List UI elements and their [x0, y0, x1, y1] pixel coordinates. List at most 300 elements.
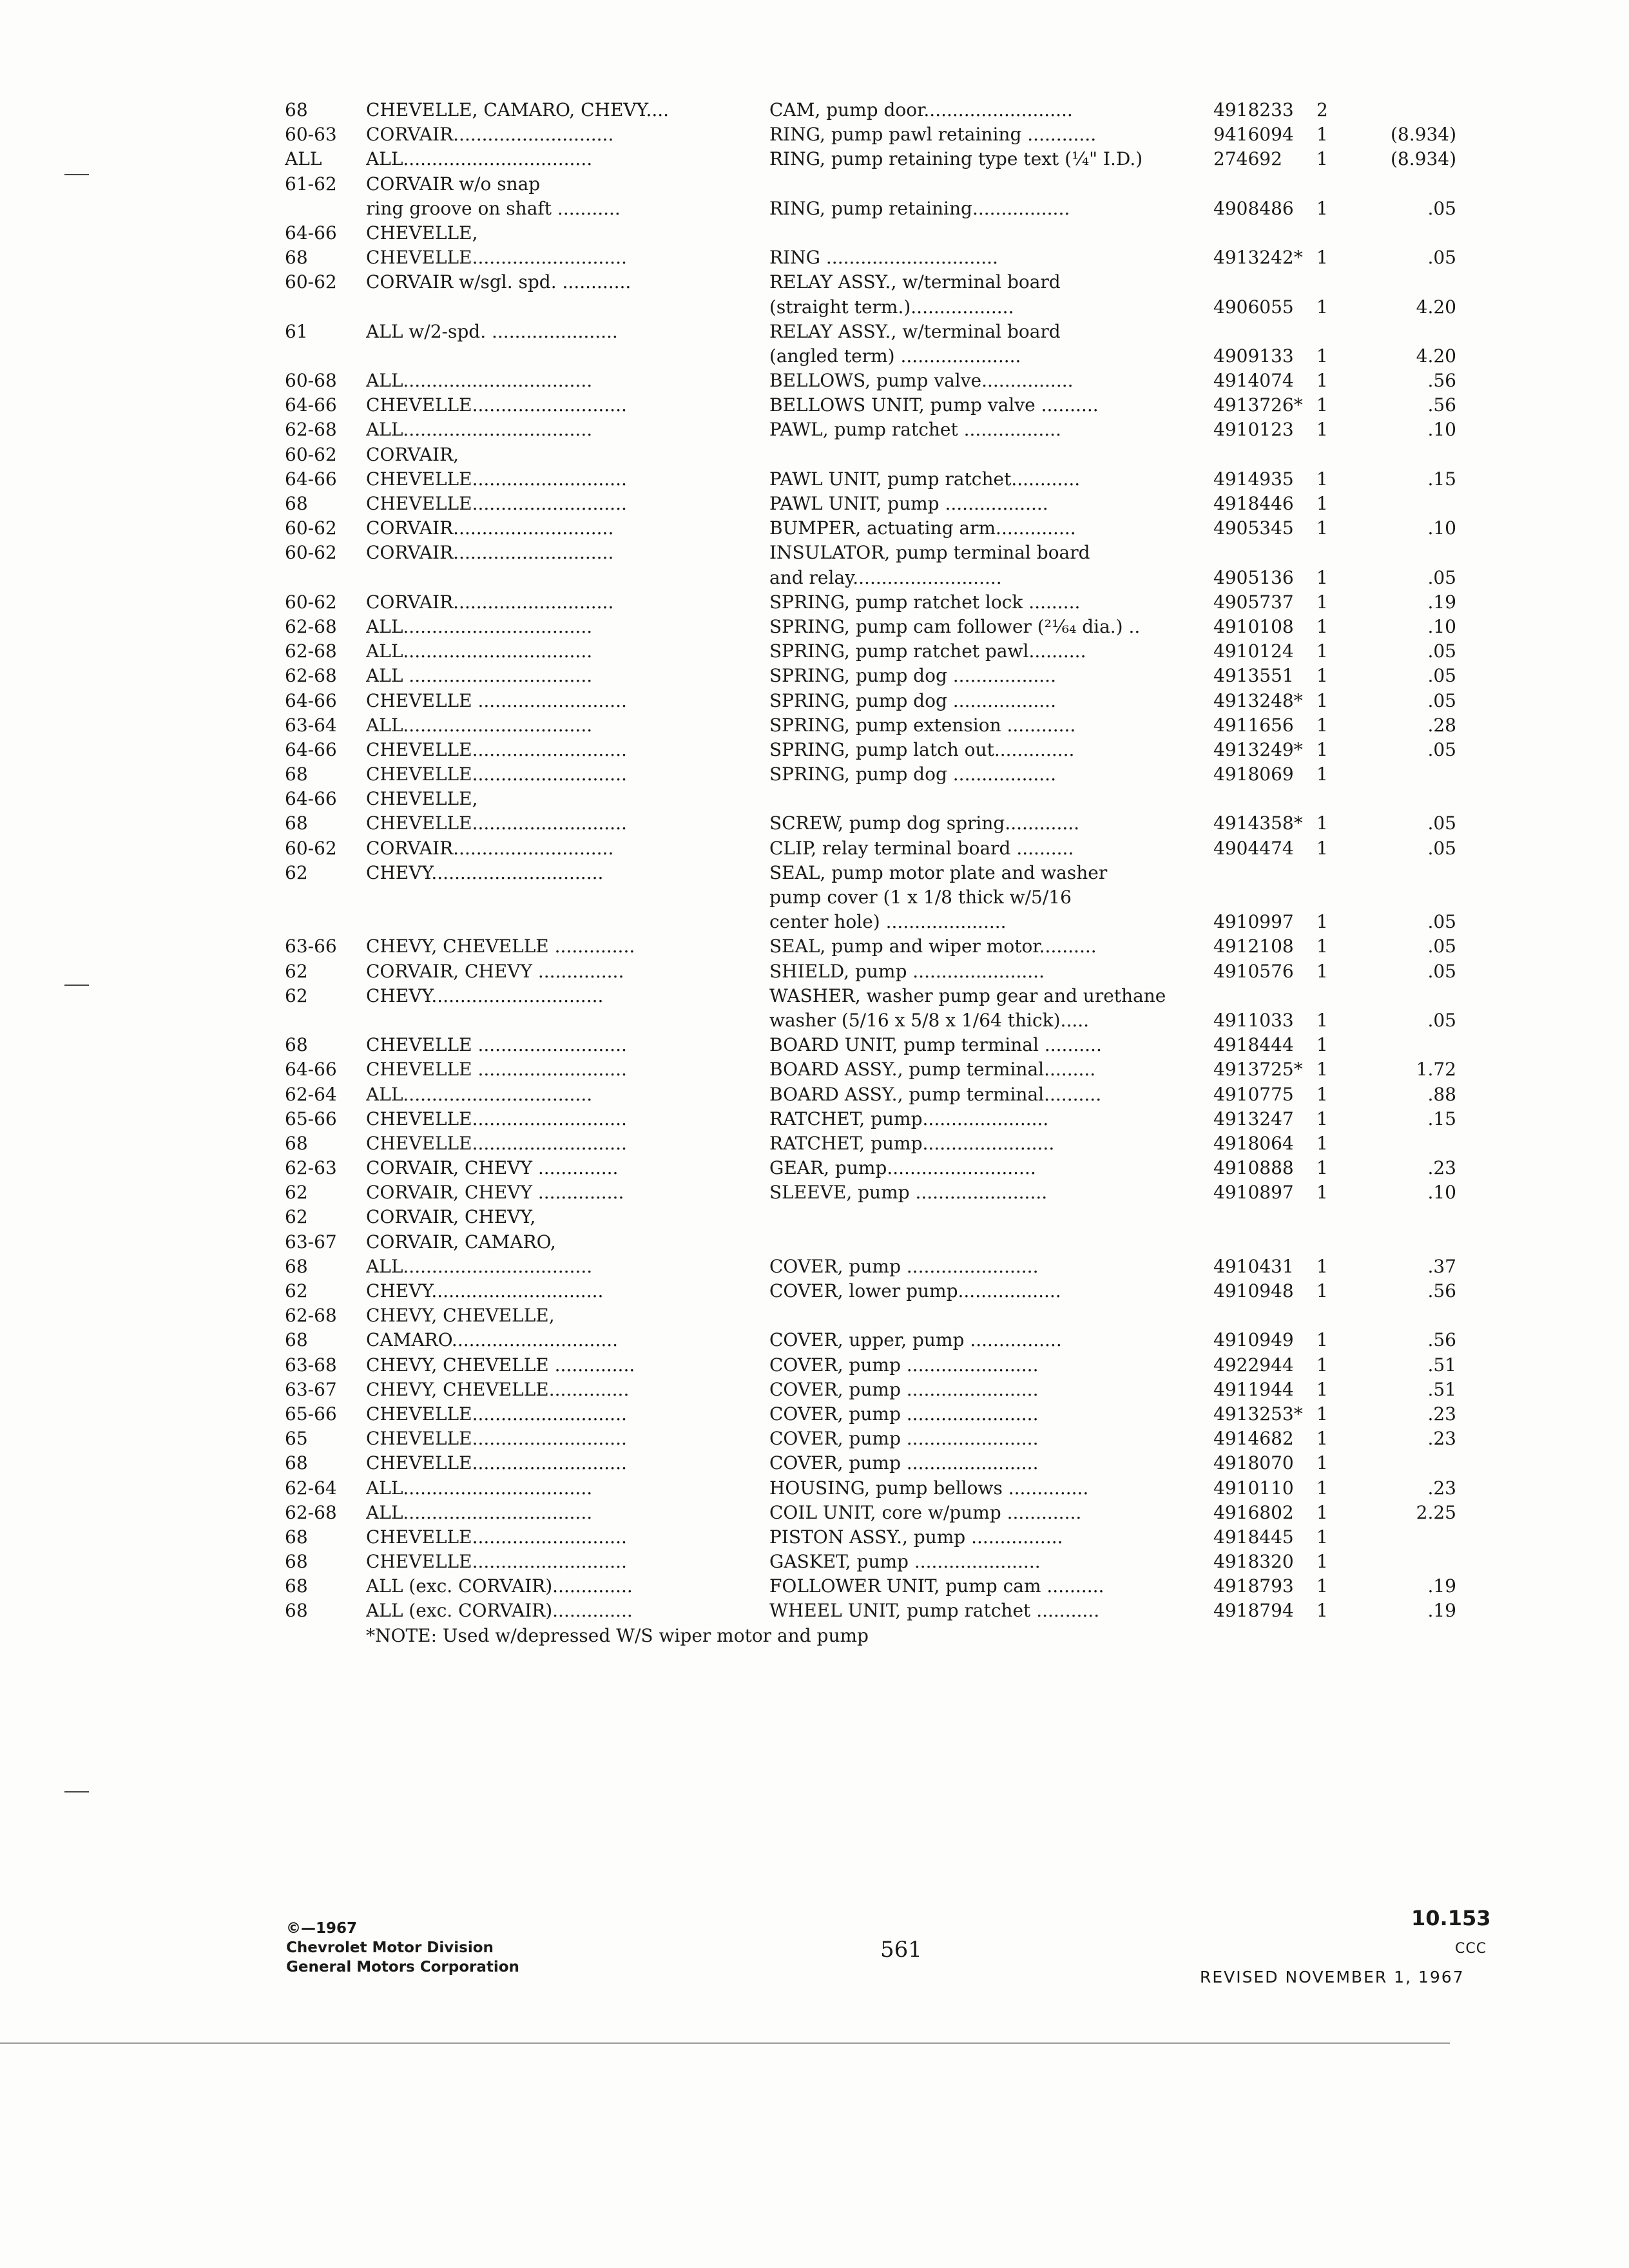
part-number-cell: 4913249* — [1213, 738, 1303, 760]
quantity-cell: 1 — [1316, 738, 1328, 760]
part-number-cell: 4910949 — [1213, 1329, 1294, 1351]
part-number-cell: 4918069 — [1213, 764, 1294, 785]
parts-row — [285, 516, 1509, 541]
price-cell: .19 — [1427, 1600, 1456, 1622]
quantity-cell: 1 — [1316, 468, 1328, 490]
quantity-cell: 1 — [1316, 1403, 1328, 1425]
year-cell: 63-66 — [285, 936, 337, 957]
parts-row — [285, 1008, 1509, 1033]
part-number-cell: 4913726* — [1213, 394, 1303, 416]
year-cell: 68 — [285, 1255, 308, 1277]
model-cell: CHEVELLE........................... — [366, 1108, 627, 1129]
part-number-cell: 4913551 — [1213, 665, 1294, 687]
model-cell: CAMARO............................. — [366, 1329, 619, 1351]
model-cell: ALL................................. — [366, 148, 593, 170]
description-cell: BELLOWS UNIT, pump valve .......... — [769, 394, 1099, 416]
parts-row — [285, 270, 1509, 294]
parts-row — [285, 713, 1509, 738]
year-cell: 64-66 — [285, 222, 337, 244]
model-cell: CHEVELLE........................... — [366, 738, 627, 760]
price-cell: (8.934) — [1390, 124, 1456, 146]
part-number-cell: 4914682 — [1213, 1428, 1294, 1450]
description-cell: SCREW, pump dog spring............. — [769, 812, 1080, 834]
quantity-cell: 1 — [1316, 1354, 1328, 1376]
parts-row — [285, 1180, 1509, 1205]
description-cell: COVER, pump ....................... — [769, 1378, 1039, 1400]
year-cell: 62 — [285, 1206, 308, 1228]
price-cell: .05 — [1427, 960, 1456, 982]
parts-row — [285, 959, 1509, 984]
year-cell: 60-62 — [285, 837, 337, 859]
price-cell: .19 — [1427, 1575, 1456, 1597]
year-cell: 64-66 — [285, 468, 337, 490]
year-cell: 68 — [285, 1329, 308, 1351]
year-cell: 65-66 — [285, 1403, 337, 1425]
price-cell: .10 — [1427, 419, 1456, 441]
model-cell: CHEVY.............................. — [366, 1280, 604, 1302]
parts-row — [285, 98, 1509, 122]
year-cell: 68 — [285, 1551, 308, 1573]
description-cell: BOARD ASSY., pump terminal.......... — [769, 1083, 1102, 1105]
parts-row — [285, 738, 1509, 762]
parts-row — [285, 1254, 1509, 1279]
part-number-cell: 4918793 — [1213, 1575, 1294, 1597]
description-cell: SEAL, pump and wiper motor.......... — [769, 936, 1097, 957]
price-cell: (8.934) — [1390, 148, 1456, 170]
description-cell: COVER, pump ....................... — [769, 1354, 1039, 1376]
description-cell: RATCHET, pump....................... — [769, 1132, 1055, 1154]
quantity-cell: 1 — [1316, 764, 1328, 785]
part-number-cell: 4910997 — [1213, 911, 1294, 933]
year-cell: 62 — [285, 985, 308, 1006]
quantity-cell: 1 — [1316, 1182, 1328, 1204]
model-cell: ALL................................. — [366, 1083, 593, 1105]
year-cell: 62-68 — [285, 615, 337, 637]
description-cell: pump cover (1 x 1/8 thick w/5/16 — [769, 887, 1072, 908]
price-cell: .56 — [1427, 370, 1456, 392]
parts-row — [285, 122, 1509, 147]
model-cell: ALL................................. — [366, 615, 593, 637]
year-cell: 68 — [285, 1526, 308, 1548]
model-cell: CORVAIR, CHEVY .............. — [366, 1157, 619, 1179]
parts-row — [285, 934, 1509, 959]
bottom-rule — [0, 2042, 1450, 2044]
model-cell: CHEVELLE........................... — [366, 1403, 627, 1425]
description-cell: BOARD UNIT, pump terminal .......... — [769, 1034, 1102, 1056]
year-cell: 60-68 — [285, 370, 337, 392]
price-cell: .15 — [1427, 468, 1456, 490]
model-cell: CORVAIR............................ — [366, 124, 614, 146]
description-cell: HOUSING, pump bellows .............. — [769, 1477, 1089, 1499]
parts-row — [285, 762, 1509, 787]
parts-row — [285, 566, 1509, 590]
parts-row — [285, 836, 1509, 861]
description-cell: COIL UNIT, core w/pump ............. — [769, 1501, 1082, 1523]
part-number-cell: 4918445 — [1213, 1526, 1294, 1548]
year-cell: 62 — [285, 861, 308, 883]
year-cell: 62-68 — [285, 640, 337, 662]
year-cell: 62-68 — [285, 665, 337, 687]
quantity-cell: 1 — [1316, 566, 1328, 588]
description-cell: COVER, pump ....................... — [769, 1452, 1039, 1474]
description-cell: SHIELD, pump ....................... — [769, 960, 1045, 982]
year-cell: 60-62 — [285, 542, 337, 564]
part-number-cell: 4914074 — [1213, 370, 1294, 392]
part-number-cell: 4911656 — [1213, 714, 1294, 736]
price-cell: .05 — [1427, 1009, 1456, 1031]
part-number-cell: 4906055 — [1213, 296, 1294, 318]
part-number-cell: 4913242* — [1213, 247, 1303, 269]
parts-row — [285, 615, 1509, 639]
quantity-cell: 1 — [1316, 837, 1328, 859]
part-number-cell: 4913248* — [1213, 689, 1303, 711]
price-cell: .05 — [1427, 197, 1456, 219]
model-cell: CORVAIR w/o snap — [366, 173, 541, 195]
quantity-cell: 1 — [1316, 1059, 1328, 1081]
quantity-cell: 1 — [1316, 419, 1328, 441]
part-number-cell: 4910948 — [1213, 1280, 1294, 1302]
part-number-cell: 4918444 — [1213, 1034, 1294, 1056]
parts-row — [285, 1279, 1509, 1303]
model-cell: CHEVELLE, — [366, 788, 478, 810]
parts-row — [285, 1501, 1509, 1525]
part-number-cell: 4918064 — [1213, 1132, 1294, 1154]
quantity-cell: 1 — [1316, 1428, 1328, 1450]
model-cell: CHEVELLE........................... — [366, 493, 627, 514]
parts-row — [285, 1131, 1509, 1156]
parts-row — [285, 1107, 1509, 1131]
parts-row — [285, 245, 1509, 270]
quantity-cell: 1 — [1316, 615, 1328, 637]
part-number-cell: 4911944 — [1213, 1378, 1294, 1400]
description-cell: washer (5/16 x 5/8 x 1/64 thick)..... — [769, 1009, 1090, 1031]
year-cell: 62 — [285, 1280, 308, 1302]
description-cell: COVER, upper, pump ................ — [769, 1329, 1062, 1351]
year-cell: 64-66 — [285, 689, 337, 711]
part-number-cell: 4910576 — [1213, 960, 1294, 982]
description-cell: SPRING, pump ratchet pawl.......... — [769, 640, 1086, 662]
description-cell: RING .............................. — [769, 247, 998, 269]
year-cell: 68 — [285, 1452, 308, 1474]
description-cell: SPRING, pump dog .................. — [769, 689, 1056, 711]
page-number: 561 — [880, 1937, 922, 1963]
parts-row — [285, 344, 1509, 369]
model-cell: CHEVY, CHEVELLE .............. — [366, 936, 635, 957]
quantity-cell: 1 — [1316, 1477, 1328, 1499]
part-number-cell: 4910897 — [1213, 1182, 1294, 1204]
price-cell: 4.20 — [1416, 345, 1456, 367]
model-cell: CHEVELLE........................... — [366, 1428, 627, 1450]
model-cell: CHEVELLE........................... — [366, 1132, 627, 1154]
price-cell: .10 — [1427, 517, 1456, 539]
price-cell: .23 — [1427, 1157, 1456, 1179]
model-cell: CHEVELLE........................... — [366, 1526, 627, 1548]
year-cell: 60-62 — [285, 517, 337, 539]
price-cell: .23 — [1427, 1403, 1456, 1425]
parts-row — [285, 639, 1509, 664]
model-cell: CORVAIR, CAMARO, — [366, 1231, 556, 1253]
description-cell: COVER, pump ....................... — [769, 1403, 1039, 1425]
parts-row — [285, 467, 1509, 492]
year-cell: 61 — [285, 320, 308, 342]
part-number-cell: 4922944 — [1213, 1354, 1294, 1376]
part-number-cell: 4910888 — [1213, 1157, 1294, 1179]
part-number-cell: 4910123 — [1213, 419, 1294, 441]
quantity-cell: 1 — [1316, 247, 1328, 269]
price-cell: .05 — [1427, 738, 1456, 760]
model-cell: CHEVELLE........................... — [366, 247, 627, 269]
part-number-cell: 9416094 — [1213, 124, 1294, 146]
part-number-cell: 4910108 — [1213, 615, 1294, 637]
price-cell: .10 — [1427, 1182, 1456, 1204]
price-cell: .05 — [1427, 247, 1456, 269]
year-cell: 65 — [285, 1428, 308, 1450]
part-number-cell: 4910431 — [1213, 1255, 1294, 1277]
year-cell: ALL — [285, 148, 322, 170]
description-cell: SPRING, pump extension ............ — [769, 714, 1076, 736]
year-cell: 65-66 — [285, 1108, 337, 1129]
price-cell: 2.25 — [1416, 1501, 1456, 1523]
model-cell: ALL w/2-spd. ...................... — [366, 320, 618, 342]
price-cell: .23 — [1427, 1477, 1456, 1499]
part-number-cell: 4918446 — [1213, 493, 1294, 514]
description-cell: BOARD ASSY., pump terminal......... — [769, 1059, 1096, 1081]
parts-row — [285, 221, 1509, 245]
parts-row — [285, 1427, 1509, 1451]
part-number-cell: 4911033 — [1213, 1009, 1294, 1031]
model-cell: CHEVELLE .......................... — [366, 1059, 627, 1081]
price-cell: .56 — [1427, 394, 1456, 416]
price-cell: .05 — [1427, 812, 1456, 834]
model-cell: CHEVELLE........................... — [366, 468, 627, 490]
parts-row — [285, 1599, 1509, 1623]
part-number-cell: 4905345 — [1213, 517, 1294, 539]
description-cell: PISTON ASSY., pump ................ — [769, 1526, 1063, 1548]
parts-row — [285, 664, 1509, 688]
price-cell: .23 — [1427, 1428, 1456, 1450]
quantity-cell: 1 — [1316, 370, 1328, 392]
year-cell: 61-62 — [285, 173, 337, 195]
quantity-cell: 1 — [1316, 1452, 1328, 1474]
quantity-cell: 1 — [1316, 296, 1328, 318]
description-cell: BUMPER, actuating arm.............. — [769, 517, 1076, 539]
description-cell: COVER, pump ....................... — [769, 1255, 1039, 1277]
price-cell: .56 — [1427, 1329, 1456, 1351]
price-cell: .88 — [1427, 1083, 1456, 1105]
part-number-cell: 4912108 — [1213, 936, 1294, 957]
quantity-cell: 1 — [1316, 1132, 1328, 1154]
margin-mark — [64, 985, 89, 986]
price-cell: 1.72 — [1416, 1059, 1456, 1081]
sheet-id: 10.153 — [1411, 1906, 1491, 1930]
model-cell: CHEVY.............................. — [366, 985, 604, 1006]
price-cell: .05 — [1427, 936, 1456, 957]
quantity-cell: 1 — [1316, 197, 1328, 219]
price-cell: .51 — [1427, 1354, 1456, 1376]
price-cell: .05 — [1427, 911, 1456, 933]
model-cell: CHEVY, CHEVELLE, — [366, 1305, 555, 1327]
quantity-cell: 1 — [1316, 394, 1328, 416]
part-number-cell: 4910110 — [1213, 1477, 1294, 1499]
year-cell: 62-68 — [285, 419, 337, 441]
year-cell: 68 — [285, 1575, 308, 1597]
year-cell: 68 — [285, 812, 308, 834]
year-cell: 62-68 — [285, 1501, 337, 1523]
description-cell: FOLLOWER UNIT, pump cam .......... — [769, 1575, 1104, 1597]
part-number-cell: 4913253* — [1213, 1403, 1303, 1425]
description-cell: COVER, pump ....................... — [769, 1428, 1039, 1450]
quantity-cell: 1 — [1316, 1034, 1328, 1056]
price-cell: .10 — [1427, 615, 1456, 637]
description-cell: BELLOWS, pump valve................ — [769, 370, 1074, 392]
year-cell: 68 — [285, 1132, 308, 1154]
model-cell: ALL................................. — [366, 1501, 593, 1523]
model-cell: CHEVELLE, CAMARO, CHEVY.... — [366, 99, 670, 120]
year-cell: 60-62 — [285, 591, 337, 613]
price-cell: 4.20 — [1416, 296, 1456, 318]
parts-row — [285, 1328, 1509, 1352]
model-cell: ALL ................................ — [366, 665, 593, 687]
model-cell: CHEVY, CHEVELLE.............. — [366, 1378, 630, 1400]
parts-row — [285, 1156, 1509, 1180]
description-cell: SEAL, pump motor plate and washer — [769, 861, 1108, 883]
model-cell: CORVAIR, CHEVY ............... — [366, 1182, 624, 1204]
year-cell: 62-64 — [285, 1083, 337, 1105]
model-cell: CORVAIR............................ — [366, 517, 614, 539]
part-number-cell: 4910124 — [1213, 640, 1294, 662]
model-cell: CORVAIR, CHEVY ............... — [366, 960, 624, 982]
model-cell: ALL................................. — [366, 1255, 593, 1277]
model-cell: ALL................................. — [366, 640, 593, 662]
quantity-cell: 1 — [1316, 1108, 1328, 1129]
model-cell: CHEVELLE .......................... — [366, 1034, 627, 1056]
quantity-cell: 1 — [1316, 1280, 1328, 1302]
parts-row — [285, 984, 1509, 1008]
quantity-cell: 1 — [1316, 1329, 1328, 1351]
quantity-cell: 1 — [1316, 1083, 1328, 1105]
quantity-cell: 1 — [1316, 1600, 1328, 1622]
quantity-cell: 1 — [1316, 345, 1328, 367]
quantity-cell: 1 — [1316, 591, 1328, 613]
part-number-cell: 4918320 — [1213, 1551, 1294, 1573]
description-cell: SPRING, pump ratchet lock ......... — [769, 591, 1081, 613]
model-cell: ALL (exc. CORVAIR).............. — [366, 1575, 633, 1597]
parts-row — [285, 147, 1509, 171]
part-number-cell: 274692 — [1213, 148, 1282, 170]
description-cell: WASHER, washer pump gear and urethane — [769, 985, 1166, 1006]
year-cell: 60-63 — [285, 124, 337, 146]
price-cell: .05 — [1427, 837, 1456, 859]
year-cell: 68 — [285, 493, 308, 514]
description-cell: PAWL, pump ratchet ................. — [769, 419, 1061, 441]
quantity-cell: 1 — [1316, 1157, 1328, 1179]
part-number-cell: 4905136 — [1213, 566, 1294, 588]
model-cell: CHEVY.............................. — [366, 861, 604, 883]
description-cell: INSULATOR, pump terminal board — [769, 542, 1090, 564]
quantity-cell: 1 — [1316, 665, 1328, 687]
quantity-cell: 1 — [1316, 1501, 1328, 1523]
parts-row — [285, 1230, 1509, 1254]
description-cell: PAWL UNIT, pump ratchet............ — [769, 468, 1081, 490]
part-number-cell: 4916802 — [1213, 1501, 1294, 1523]
corporation-name: General Motors Corporation — [286, 1959, 519, 1975]
model-cell: ALL (exc. CORVAIR).............. — [366, 1600, 633, 1622]
copyright-notice: ©—1967 — [286, 1920, 358, 1937]
parts-row — [285, 541, 1509, 565]
parts-row — [285, 1205, 1509, 1229]
model-cell: CHEVELLE........................... — [366, 1551, 627, 1573]
model-cell: CHEVELLE........................... — [366, 764, 627, 785]
year-cell: 62-68 — [285, 1305, 337, 1327]
description-cell: SPRING, pump cam follower (²¹⁄₆₄ dia.) .. — [769, 615, 1141, 637]
model-cell: CORVAIR............................ — [366, 837, 614, 859]
part-number-cell: 4909133 — [1213, 345, 1294, 367]
quantity-cell: 1 — [1316, 148, 1328, 170]
description-cell: RATCHET, pump...................... — [769, 1108, 1049, 1129]
margin-mark — [64, 1791, 89, 1792]
model-cell: ALL................................. — [366, 1477, 593, 1499]
quantity-cell: 1 — [1316, 1255, 1328, 1277]
parts-row — [285, 689, 1509, 713]
description-cell: GASKET, pump ...................... — [769, 1551, 1041, 1573]
model-cell: ring groove on shaft ........... — [366, 197, 621, 219]
year-cell: 64-66 — [285, 394, 337, 416]
parts-row — [285, 1476, 1509, 1501]
description-cell: CAM, pump door.......................... — [769, 99, 1073, 120]
model-cell: ALL................................. — [366, 419, 593, 441]
parts-row — [285, 885, 1509, 910]
price-cell: .05 — [1427, 689, 1456, 711]
model-cell: CORVAIR, CHEVY, — [366, 1206, 536, 1228]
year-cell: 63-67 — [285, 1231, 337, 1253]
description-cell: RELAY ASSY., w/terminal board — [769, 320, 1061, 342]
part-number-cell: 4918794 — [1213, 1600, 1294, 1622]
quantity-cell: 1 — [1316, 911, 1328, 933]
parts-row — [285, 369, 1509, 393]
part-number-cell: 4918070 — [1213, 1452, 1294, 1474]
description-cell: WHEEL UNIT, pump ratchet ........... — [769, 1600, 1100, 1622]
description-cell: COVER, lower pump.................. — [769, 1280, 1061, 1302]
footnote: *NOTE: Used w/depressed W/S wiper motor and pump — [366, 1624, 869, 1646]
parts-list — [285, 98, 1509, 1648]
parts-row — [285, 1303, 1509, 1328]
description-cell: SLEEVE, pump ....................... — [769, 1182, 1048, 1204]
revision-date: REVISED NOVEMBER 1, 1967 — [1200, 1968, 1465, 1986]
parts-row — [285, 1378, 1509, 1402]
quantity-cell: 1 — [1316, 1575, 1328, 1597]
part-number-cell: 4910775 — [1213, 1083, 1294, 1105]
year-cell: 60-62 — [285, 443, 337, 465]
year-cell: 64-66 — [285, 738, 337, 760]
margin-mark — [64, 174, 89, 175]
part-number-cell: 4904474 — [1213, 837, 1294, 859]
model-cell: CHEVY, CHEVELLE .............. — [366, 1354, 635, 1376]
parts-row — [285, 811, 1509, 836]
part-number-cell: 4918233 — [1213, 99, 1294, 120]
description-cell: (straight term.).................. — [769, 296, 1014, 318]
parts-row — [285, 172, 1509, 197]
parts-row — [285, 1402, 1509, 1427]
quantity-cell: 1 — [1316, 714, 1328, 736]
quantity-cell: 1 — [1316, 1551, 1328, 1573]
parts-row — [285, 590, 1509, 615]
part-number-cell: 4914935 — [1213, 468, 1294, 490]
description-cell: RING, pump pawl retaining ............ — [769, 124, 1097, 146]
description-cell: PAWL UNIT, pump .................. — [769, 493, 1048, 514]
price-cell: .19 — [1427, 591, 1456, 613]
parts-row — [285, 295, 1509, 320]
parts-row — [285, 910, 1509, 934]
